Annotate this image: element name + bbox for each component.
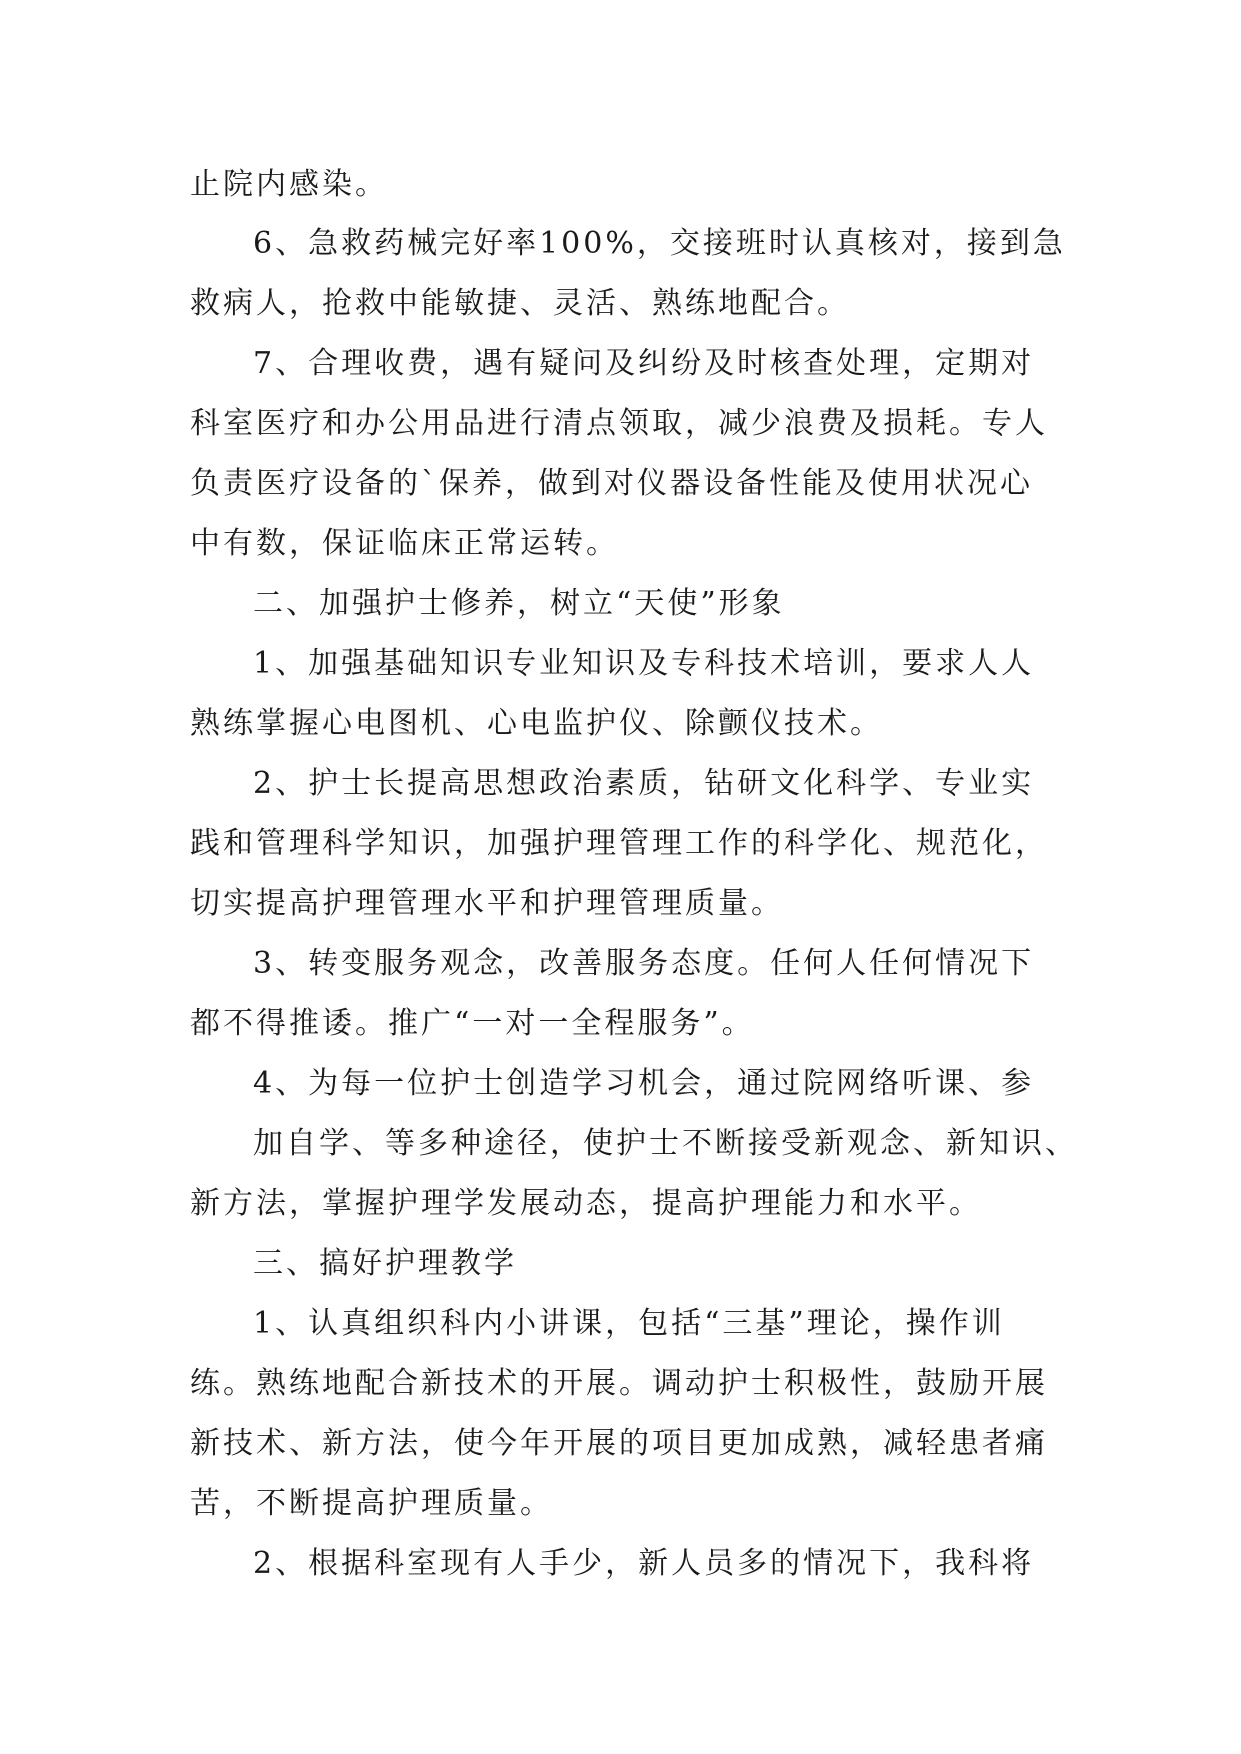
text-line: 科室医疗和办公用品进行清点领取，减少浪费及损耗。专人 <box>190 406 1048 441</box>
text-line: 负责医疗设备的`保养，做到对仪器设备性能及使用状况心 <box>190 466 1033 501</box>
text-line: 4、为每一位护士创造学习机会，通过院网络听课、参 <box>253 1066 1035 1101</box>
text-line: 都不得推诿。推广“一对一全程服务”。 <box>190 1006 755 1041</box>
text-line: 切实提高护理管理水平和护理管理质量。 <box>190 886 784 921</box>
text-line: 2、护士长提高思想政治素质，钻研文化科学、专业实 <box>253 766 1035 801</box>
text-line: 新技术、新方法，使今年开展的项目更加成熟，减轻患者痛 <box>190 1426 1048 1461</box>
text-line: 践和管理科学知识，加强护理管理工作的科学化、规范化， <box>190 826 1048 861</box>
text-line: 练。熟练地配合新技术的开展。调动护士积极性，鼓励开展 <box>190 1366 1048 1401</box>
text-line: 1、加强基础知识专业知识及专科技术培训，要求人人 <box>253 646 1035 681</box>
text-line: 7、合理收费，遇有疑问及纠纷及时核查处理，定期对 <box>253 346 1035 381</box>
text-line: 3、转变服务观念，改善服务态度。任何人任何情况下 <box>253 946 1035 981</box>
text-line: 加自学、等多种途径，使护士不断接受新观念、新知识、 <box>253 1126 1078 1161</box>
section-heading: 三、搞好护理教学 <box>253 1246 517 1281</box>
text-line: 6、急救药械完好率100%，交接班时认真核对，接到急 <box>253 226 1066 261</box>
text-line: 新方法，掌握护理学发展动态，提高护理能力和水平。 <box>190 1186 982 1221</box>
text-line: 救病人，抢救中能敏捷、灵活、熟练地配合。 <box>190 286 850 321</box>
section-heading: 二、加强护士修养，树立“天使”形象 <box>253 586 785 621</box>
text-line: 中有数，保证临床正常运转。 <box>190 526 619 561</box>
text-line: 1、认真组织科内小讲课，包括“三基”理论，操作训 <box>253 1306 1005 1341</box>
text-line: 苦，不断提高护理质量。 <box>190 1486 553 1521</box>
text-line: 熟练掌握心电图机、心电监护仪、除颤仪技术。 <box>190 706 883 741</box>
text-line: 2、根据科室现有人手少，新人员多的情况下，我科将 <box>253 1546 1035 1581</box>
text-line: 止院内感染。 <box>190 167 388 202</box>
